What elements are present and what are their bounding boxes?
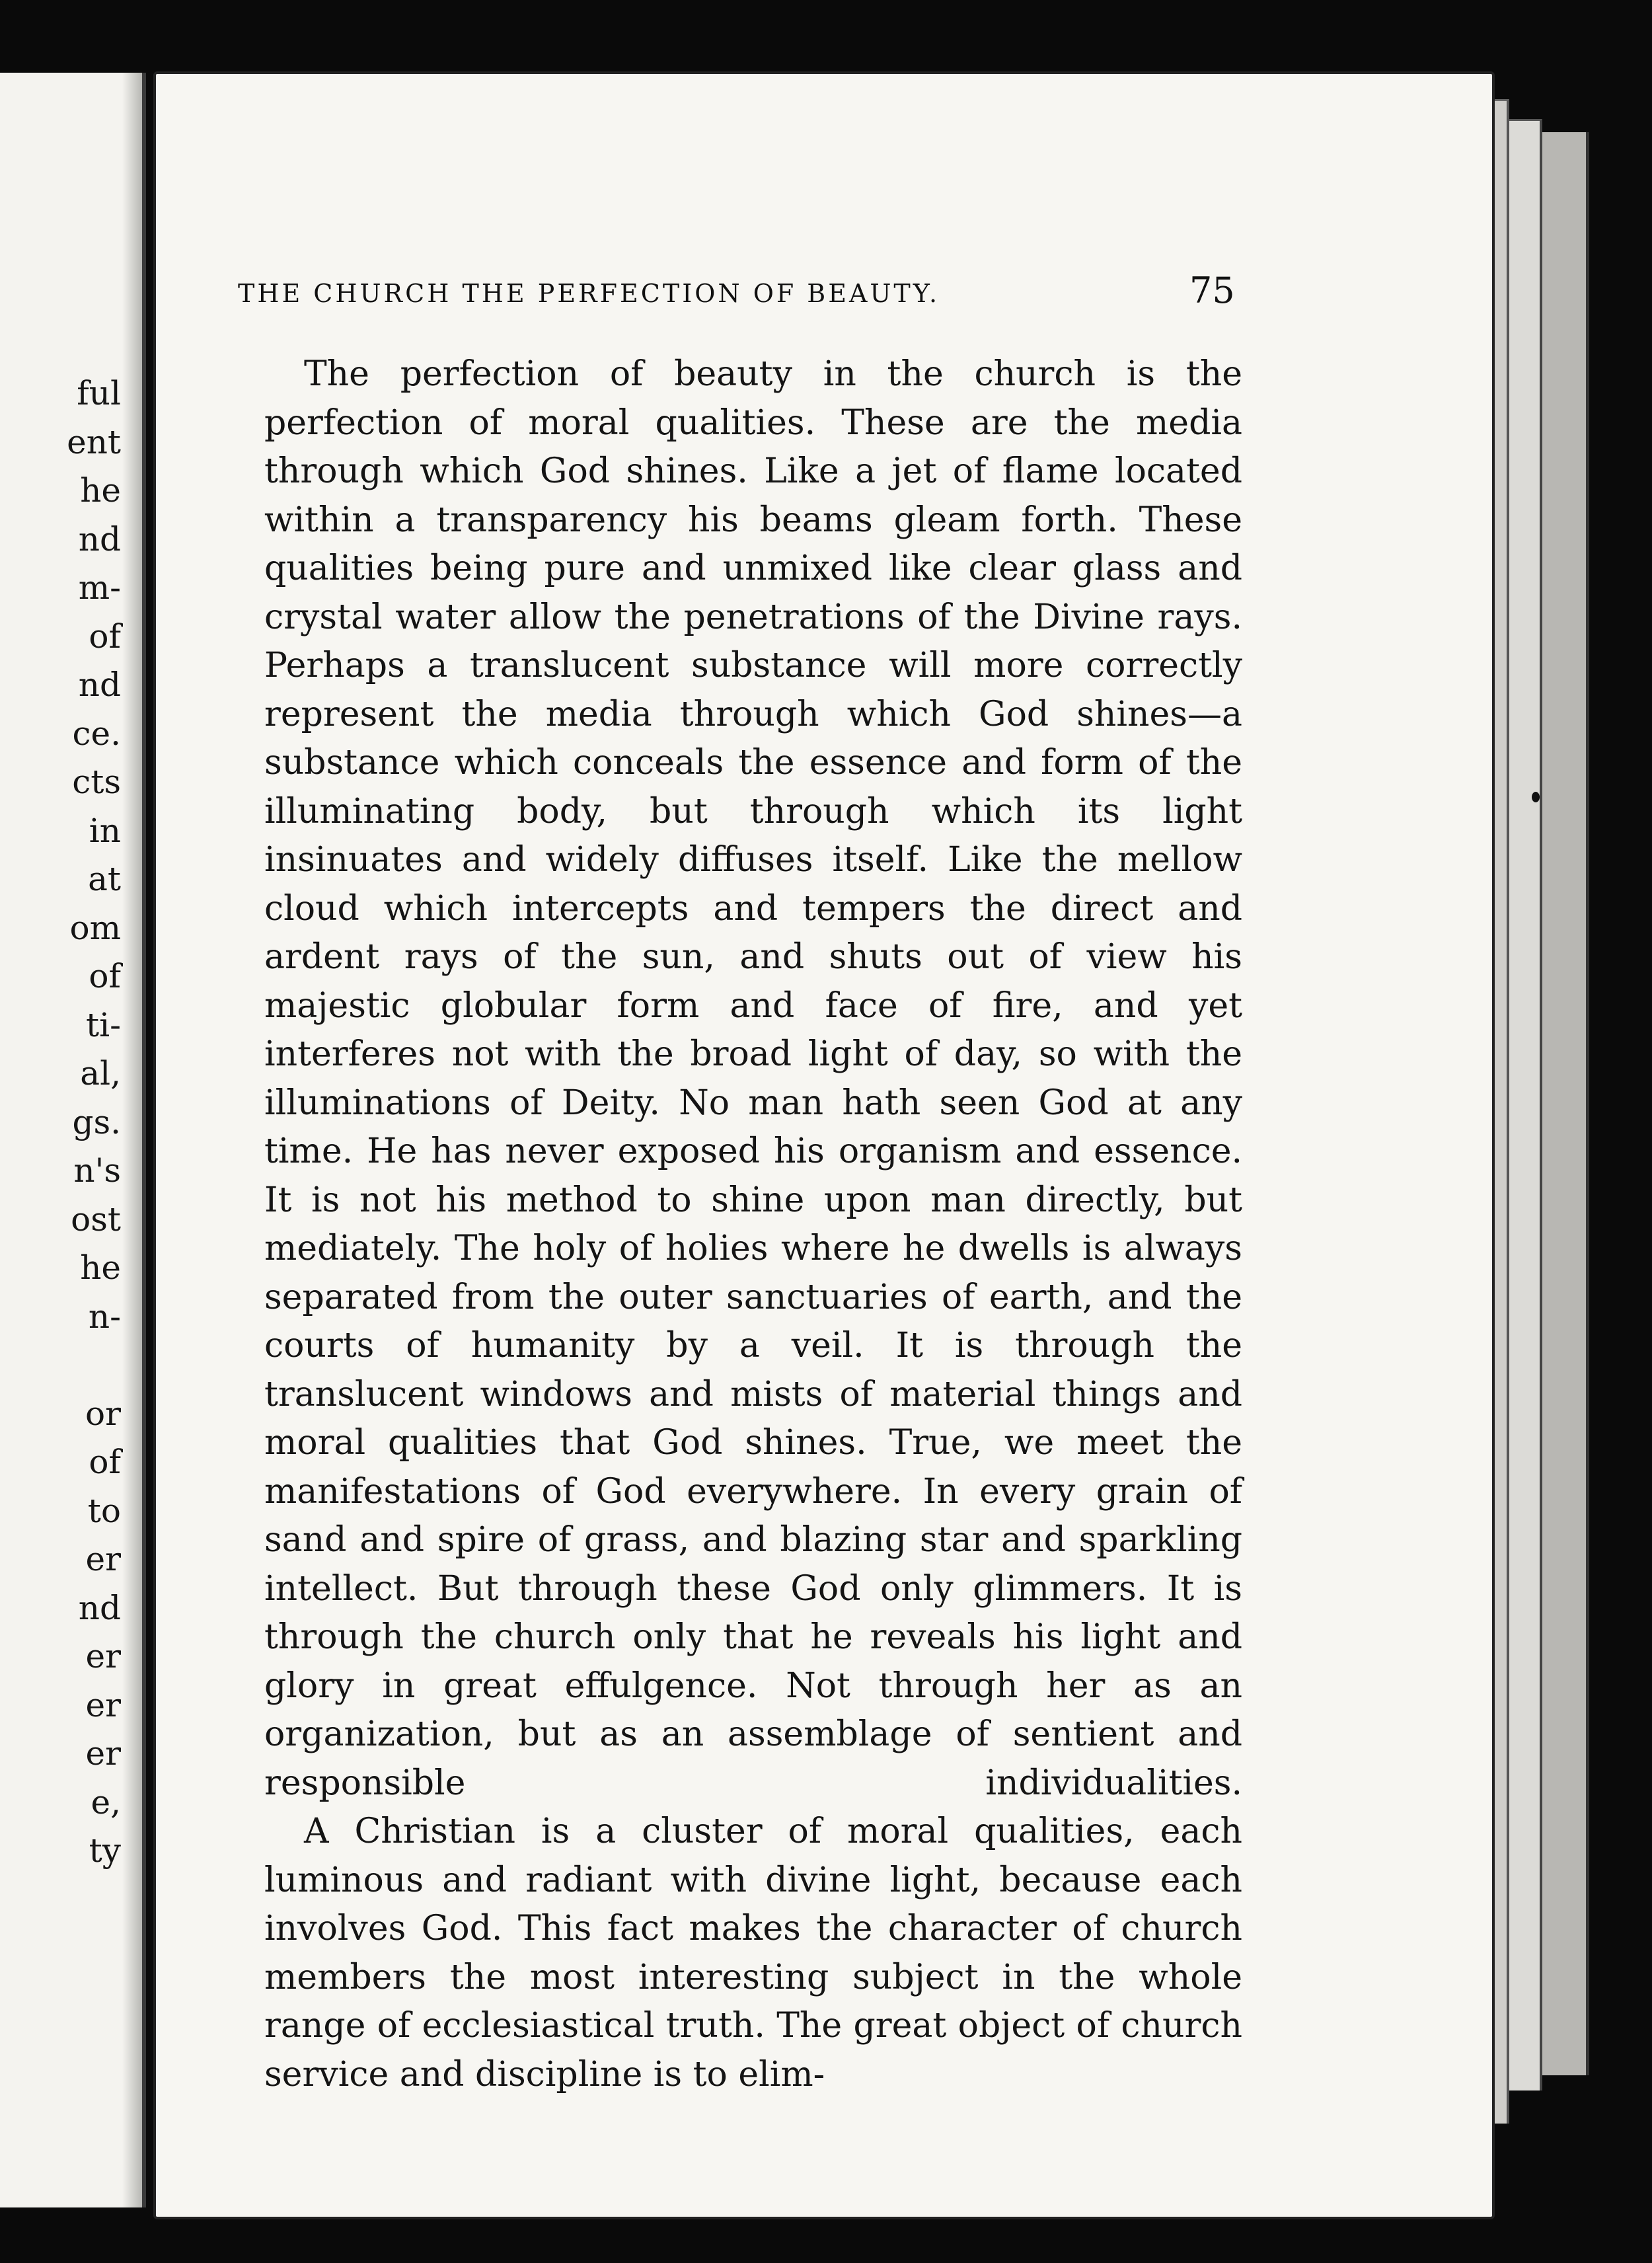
- left-page-fragment: al,: [80, 1054, 121, 1093]
- page-body: [264, 350, 1242, 2099]
- scan-speck: [1532, 792, 1540, 802]
- left-page-fragment: er: [85, 1734, 121, 1773]
- left-page-fragment: at: [88, 860, 121, 898]
- left-page-fragment: n-: [88, 1297, 121, 1336]
- left-page-fragment: cts: [72, 763, 121, 801]
- running-head: THE CHURCH THE PERFECTION OF BEAUTY.: [238, 279, 940, 308]
- left-page-fragment: gs.: [72, 1102, 121, 1141]
- left-page-fragment: ost: [71, 1200, 121, 1239]
- left-page-fragment: nd: [78, 666, 121, 704]
- left-page-fragment: ent: [67, 422, 121, 461]
- paragraph: A Christian is a cluster of moral qualities, each luminous and radiant with divine light, because each involves God. This fact makes the character of church members the most interesting subject in the whole range of ecclesiastical truth. The great object of church service and discipline is to elim-: [264, 1812, 1242, 2094]
- left-page-fragment: of: [89, 1443, 121, 1481]
- page-number: 75: [1189, 270, 1235, 311]
- left-page-fragment: m-: [78, 568, 121, 607]
- left-page-fragment: er: [85, 1540, 121, 1578]
- left-page-fragment: he: [80, 1248, 121, 1287]
- left-page-fragment: om: [69, 908, 121, 947]
- left-page-fragment: er: [85, 1685, 121, 1724]
- left-page-fragment: to: [87, 1491, 121, 1530]
- left-page-fragment: ful: [77, 374, 121, 412]
- left-page-fragment: in: [89, 811, 121, 850]
- left-page-fragment: ty: [89, 1831, 121, 1870]
- left-page-fragment: e,: [91, 1783, 121, 1822]
- left-page-fragment: of: [89, 617, 121, 656]
- left-page-fragment: nd: [78, 1588, 121, 1627]
- left-page-fragment: or: [85, 1394, 121, 1433]
- gutter-shadow: [122, 73, 142, 2207]
- left-facing-page: [0, 73, 146, 2207]
- left-page-fragment: he: [80, 471, 121, 510]
- left-page-fragment: ti-: [86, 1005, 121, 1044]
- left-page-fragment: of: [89, 957, 121, 995]
- left-page-fragment: n's: [73, 1151, 121, 1190]
- paragraph: The perfection of beauty in the church is the perfection of moral qualities. These are the media through which God shines. Like a jet of flame located within a transparency his beams gleam forth. These qualities being pure and unmixed like clear glass and crystal water allow the penetrations of the Divine rays. Perhaps a translucent substance will more correctly represent the media through which God shines—a substance which conceals the essence and form of the illuminating body, but through which its light insinuates and widely diffuses itself. Like the mellow cloud which intercepts and tempers the direct and ardent rays of the sun, and shuts out of view his majestic globular form and face of fire, and yet interferes not with the broad light of day, so with the illuminations of Deity. No man hath seen God at any time. He has never exposed his organism and essence. It is not his method to shine upon man directly, but mediately. The holy of holies where he dwells is always separated from the outer sanctuaries of earth, and the courts of humanity by a veil. It is through the translucent windows and mists of material things and moral qualities that God shines. True, we meet the manifestations of God everywhere. In every grain of sand and spire of grass, and blazing star and sparkling intellect. But through these God only glimmers. It is through the church only that he reveals his light and glory in great effulgence. Not through her as an organization, but as an assemblage of sentient and responsible individualities.: [264, 354, 1242, 1803]
- left-page-fragment: er: [85, 1637, 121, 1675]
- left-page-fragment: nd: [78, 519, 121, 558]
- left-page-fragment: ce.: [72, 714, 121, 753]
